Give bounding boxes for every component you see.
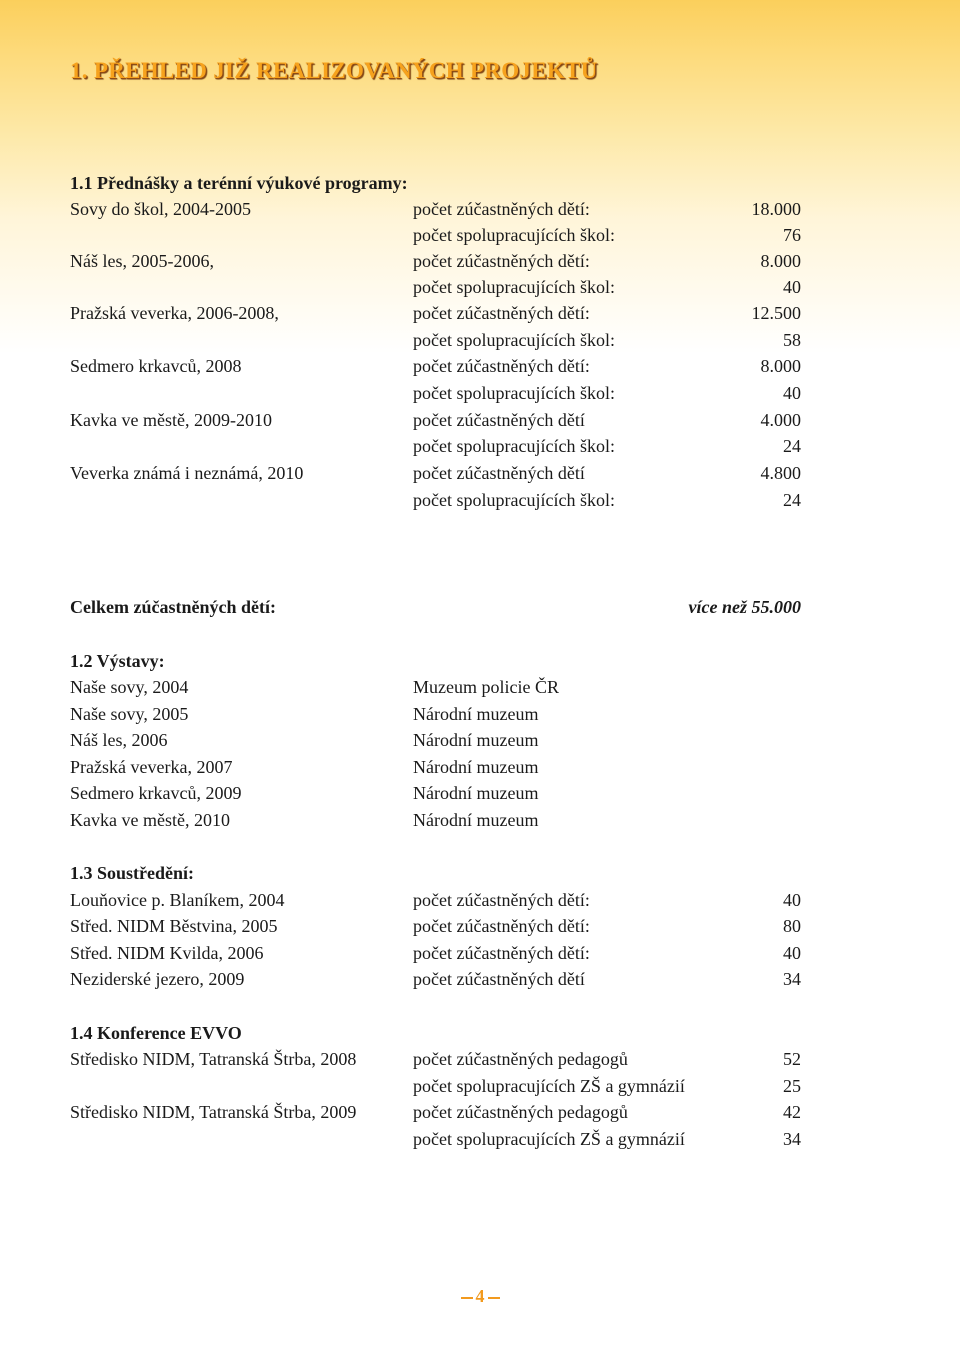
metric-label: počet zúčastněných dětí: [413,890,590,910]
metric-value: 40 [783,277,801,297]
metric-label: počet spolupracujících škol: [413,383,615,403]
project-name: Kavka ve městě, 2009-2010 [70,410,272,430]
exhibition-venue: Národní muzeum [413,757,539,777]
metric-value: 34 [783,1129,801,1149]
metric-value: 40 [783,890,801,910]
list-item [0,701,960,727]
table-row [0,887,960,913]
list-item [0,727,960,753]
metric-value: 4.800 [760,463,801,483]
table-row [0,1073,960,1099]
exhibition-name: Naše sovy, 2005 [70,704,189,724]
table-row [0,460,960,486]
table-row [0,1126,960,1152]
table-row [0,353,960,379]
page-number [0,1286,960,1307]
exhibition-venue: Národní muzeum [413,810,539,830]
table-row [0,1046,960,1072]
metric-value: 4.000 [760,410,801,430]
metric-value: 24 [783,490,801,510]
page-number-value: 4 [475,1286,485,1306]
exhibition-venue: Národní muzeum [413,704,539,724]
exhibition-name: Náš les, 2006 [70,730,168,750]
metric-label: počet spolupracujících ZŠ a gymnázií [413,1129,685,1149]
metric-value: 8.000 [760,356,801,376]
metric-value: 25 [783,1076,801,1096]
metric-label: počet zúčastněných dětí [413,969,585,989]
metric-label: počet spolupracujících ZŠ a gymnázií [413,1076,685,1096]
metric-value: 12.500 [751,303,801,323]
exhibition-name: Naše sovy, 2004 [70,677,189,697]
table-row [0,300,960,326]
metric-value: 58 [783,330,801,350]
table-row [0,940,960,966]
list-item [0,807,960,833]
page-number-dash-right [488,1297,500,1299]
metric-value: 80 [783,916,801,936]
metric-label: počet spolupracujících škol: [413,330,615,350]
metric-label: počet zúčastněných dětí [413,463,585,483]
exhibition-venue: Muzeum policie ČR [413,677,559,697]
metric-value: 52 [783,1049,801,1069]
page-number-dash-left [461,1297,473,1299]
exhibition-venue: Národní muzeum [413,783,539,803]
project-name: Sovy do škol, 2004-2005 [70,199,252,219]
camp-name: Střed. NIDM Kvilda, 2006 [70,943,264,963]
exhibition-name: Kavka ve městě, 2010 [70,810,230,830]
table-row [0,248,960,274]
exhibition-venue: Národní muzeum [413,730,539,750]
metric-label: počet spolupracujících škol: [413,225,615,245]
section-heading-exhibitions: 1.2 Výstavy: [70,651,165,671]
camp-name: Střed. NIDM Běstvina, 2005 [70,916,278,936]
metric-label: počet zúčastněných dětí: [413,199,590,219]
metric-value: 40 [783,383,801,403]
exhibition-name: Pražská veverka, 2007 [70,757,233,777]
section-heading-camps: 1.3 Soustředění: [70,863,195,883]
table-row [0,327,960,353]
project-name: Sedmero krkavců, 2008 [70,356,242,376]
metric-label: počet zúčastněných pedagogů [413,1049,628,1069]
total-value: více než 55.000 [688,597,801,617]
metric-label: počet zúčastněných dětí: [413,916,590,936]
table-row [0,196,960,222]
table-row [0,222,960,248]
project-name: Pražská veverka, 2006-2008, [70,303,279,323]
metric-label: počet zúčastněných dětí: [413,251,590,271]
metric-value: 42 [783,1102,801,1122]
list-item [0,780,960,806]
metric-value: 24 [783,436,801,456]
metric-label: počet zúčastněných dětí [413,410,585,430]
project-name: Náš les, 2005-2006, [70,251,214,271]
conference-name: Středisko NIDM, Tatranská Štrba, 2009 [70,1102,357,1122]
metric-label: počet zúčastněných dětí: [413,303,590,323]
table-row [0,966,960,992]
metric-label: počet zúčastněných dětí: [413,943,590,963]
conference-name: Středisko NIDM, Tatranská Štrba, 2008 [70,1049,357,1069]
metric-value: 40 [783,943,801,963]
table-row [0,1099,960,1125]
camp-name: Neziderské jezero, 2009 [70,969,245,989]
table-row [0,487,960,513]
list-item [0,754,960,780]
camp-name: Louňovice p. Blaníkem, 2004 [70,890,285,910]
section-heading-lectures: 1.1 Přednášky a terénní výukové programy: [70,173,408,193]
metric-value: 18.000 [751,199,801,219]
metric-label: počet spolupracujících škol: [413,277,615,297]
metric-label: počet zúčastněných dětí: [413,356,590,376]
metric-value: 8.000 [760,251,801,271]
section-heading-conference: 1.4 Konference EVVO [70,1023,242,1043]
metric-value: 34 [783,969,801,989]
exhibition-name: Sedmero krkavců, 2009 [70,783,242,803]
table-row [0,433,960,459]
list-item [0,674,960,700]
total-label: Celkem zúčastněných dětí: [70,597,276,617]
total-row [0,594,960,620]
table-row [0,274,960,300]
metric-label: počet spolupracujících škol: [413,490,615,510]
table-row [0,407,960,433]
metric-label: počet zúčastněných pedagogů [413,1102,628,1122]
table-row [0,380,960,406]
page-title: 1. PŘEHLED JIŽ REALIZOVANÝCH PROJEKTŮ [70,58,598,83]
metric-value: 76 [783,225,801,245]
project-name: Veverka známá i neznámá, 2010 [70,463,304,483]
table-row [0,913,960,939]
metric-label: počet spolupracujících škol: [413,436,615,456]
